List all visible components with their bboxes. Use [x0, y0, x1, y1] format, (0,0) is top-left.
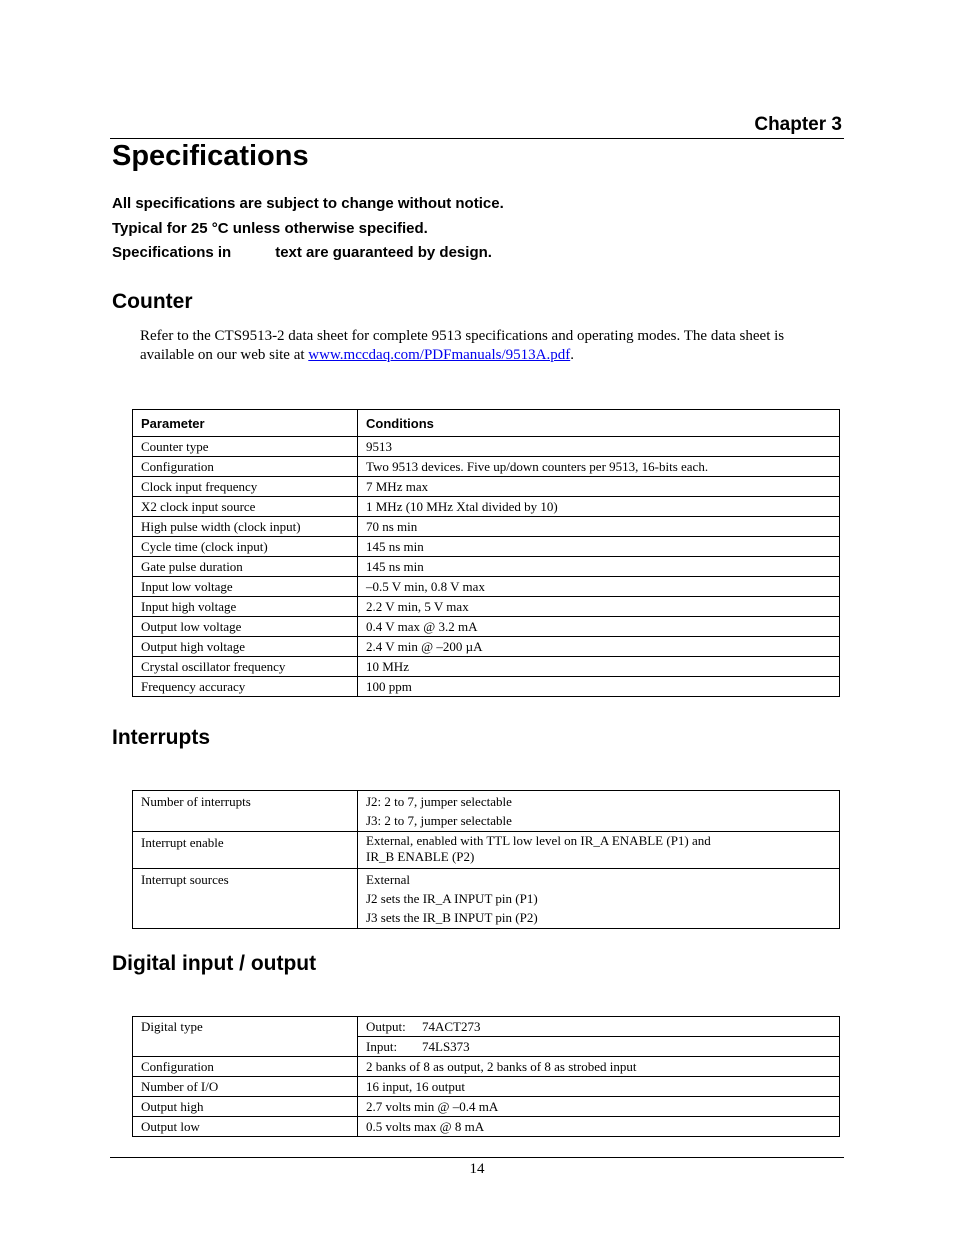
param-cell: Clock input frequency: [133, 477, 358, 497]
param-cell: Output high: [133, 1097, 358, 1117]
header-rule: [110, 138, 844, 139]
input-value: 74LS373: [422, 1039, 470, 1054]
conditions-header: Conditions: [358, 410, 840, 437]
param-cell: Interrupt sources: [133, 869, 358, 929]
digital-io-spec-table: [132, 1016, 840, 1137]
param-cell: Counter type: [133, 437, 358, 457]
param-cell: Crystal oscillator frequency: [133, 657, 358, 677]
param-cell: Output high voltage: [133, 637, 358, 657]
param-cell: Configuration: [133, 1057, 358, 1077]
value-cell: [358, 1037, 840, 1057]
digital-io-heading: Digital input / output: [112, 952, 317, 975]
table-row: [133, 677, 840, 697]
param-cell: Output low: [133, 1117, 358, 1137]
param-cell: Output low voltage: [133, 617, 358, 637]
note-change-notice: All specifications are subject to change without notice.: [112, 195, 504, 212]
footer-rule: [110, 1157, 844, 1158]
output-label: Output:: [366, 1019, 406, 1034]
value-cell: 1 MHz (10 MHz Xtal divided by 10): [358, 497, 840, 517]
table-row: [133, 557, 840, 577]
param-cell: Configuration: [133, 457, 358, 477]
value-cell: 2.7 volts min @ –0.4 mA: [358, 1097, 840, 1117]
param-cell: Frequency accuracy: [133, 677, 358, 697]
value-cell: 2.2 V min, 5 V max: [358, 597, 840, 617]
param-cell: Input high voltage: [133, 597, 358, 617]
table-header-row: [133, 410, 840, 437]
value-line: J2 sets the IR_A INPUT pin (P1): [366, 891, 538, 906]
param-cell: High pulse width (clock input): [133, 517, 358, 537]
interrupts-heading: Interrupts: [112, 726, 211, 749]
value-cell: [358, 791, 840, 832]
table-row: [133, 869, 840, 929]
value-cell: [358, 869, 840, 929]
datasheet-link[interactable]: www.mccdaq.com/PDFmanuals/9513A.pdf: [308, 347, 571, 363]
table-row: [133, 657, 840, 677]
table-row: [133, 457, 840, 477]
counter-intro-text: Refer to the CTS9513-2 data sheet for complete 9513 specifications and operating modes. The data sheet is available on our web site at: [140, 328, 785, 363]
table-row: [133, 1117, 840, 1137]
param-cell: Number of I/O: [133, 1077, 358, 1097]
value-cell: 0.5 volts max @ 8 mA: [358, 1117, 840, 1137]
param-cell: Interrupt enable: [133, 832, 358, 869]
value-line: IR_B ENABLE (P2): [366, 849, 475, 864]
page-title: Specifications: [112, 140, 309, 172]
table-row: [133, 517, 840, 537]
value-cell: 0.4 V max @ 3.2 mA: [358, 617, 840, 637]
value-cell: 100 ppm: [358, 677, 840, 697]
table-row: [133, 791, 840, 832]
note-guaranteed-by-design: [112, 244, 492, 261]
page-number: 14: [469, 1161, 485, 1177]
interrupts-spec-table: [132, 790, 840, 929]
counter-intro-paragraph: [140, 327, 840, 365]
param-cell: Gate pulse duration: [133, 557, 358, 577]
table-row: [133, 1077, 840, 1097]
value-cell: 7 MHz max: [358, 477, 840, 497]
value-line: External, enabled with TTL low level on IR_A ENABLE (P1) and: [366, 833, 711, 848]
table-row: [133, 1017, 840, 1037]
table-row: [133, 577, 840, 597]
table-row: [133, 497, 840, 517]
counter-spec-table: [132, 409, 840, 697]
param-cell: Cycle time (clock input): [133, 537, 358, 557]
value-line: J3: 2 to 7, jumper selectable: [366, 813, 512, 828]
param-cell: Input low voltage: [133, 577, 358, 597]
note-guaranteed-after: text are guaranteed by design.: [275, 244, 492, 261]
table-row: [133, 832, 840, 869]
value-cell: 145 ns min: [358, 537, 840, 557]
value-cell: 145 ns min: [358, 557, 840, 577]
value-cell: 16 input, 16 output: [358, 1077, 840, 1097]
counter-heading: Counter: [112, 290, 193, 313]
table-row: [133, 437, 840, 457]
value-line: J2: 2 to 7, jumper selectable: [366, 794, 512, 809]
counter-table-body: [133, 437, 840, 697]
param-cell: X2 clock input source: [133, 497, 358, 517]
table-row: [133, 1097, 840, 1117]
value-cell: 2.4 V min @ –200 µA: [358, 637, 840, 657]
value-cell: 2 banks of 8 as output, 2 banks of 8 as strobed input: [358, 1057, 840, 1077]
value-cell: [358, 1017, 840, 1037]
counter-intro-end: .: [570, 347, 574, 363]
input-label: Input:: [366, 1039, 398, 1054]
param-cell: Number of interrupts: [133, 791, 358, 832]
param-cell: Digital type: [133, 1017, 358, 1057]
value-cell: [358, 832, 840, 869]
table-row: [133, 1057, 840, 1077]
table-row: [133, 537, 840, 557]
chapter-label: Chapter 3: [754, 114, 842, 135]
value-cell: 70 ns min: [358, 517, 840, 537]
value-line: J3 sets the IR_B INPUT pin (P2): [366, 910, 538, 925]
value-cell: 10 MHz: [358, 657, 840, 677]
value-cell: Two 9513 devices. Five up/down counters per 9513, 16-bits each.: [358, 457, 840, 477]
output-value: 74ACT273: [422, 1019, 481, 1034]
note-typical-temperature: Typical for 25 °C unless otherwise specified.: [112, 220, 428, 237]
value-cell: –0.5 V min, 0.8 V max: [358, 577, 840, 597]
note-guaranteed-before: Specifications in: [112, 244, 232, 261]
table-row: [133, 597, 840, 617]
table-row: [133, 617, 840, 637]
value-cell: 9513: [358, 437, 840, 457]
table-row: [133, 637, 840, 657]
parameter-header: Parameter: [133, 410, 358, 437]
table-row: [133, 477, 840, 497]
value-line: External: [366, 872, 411, 887]
